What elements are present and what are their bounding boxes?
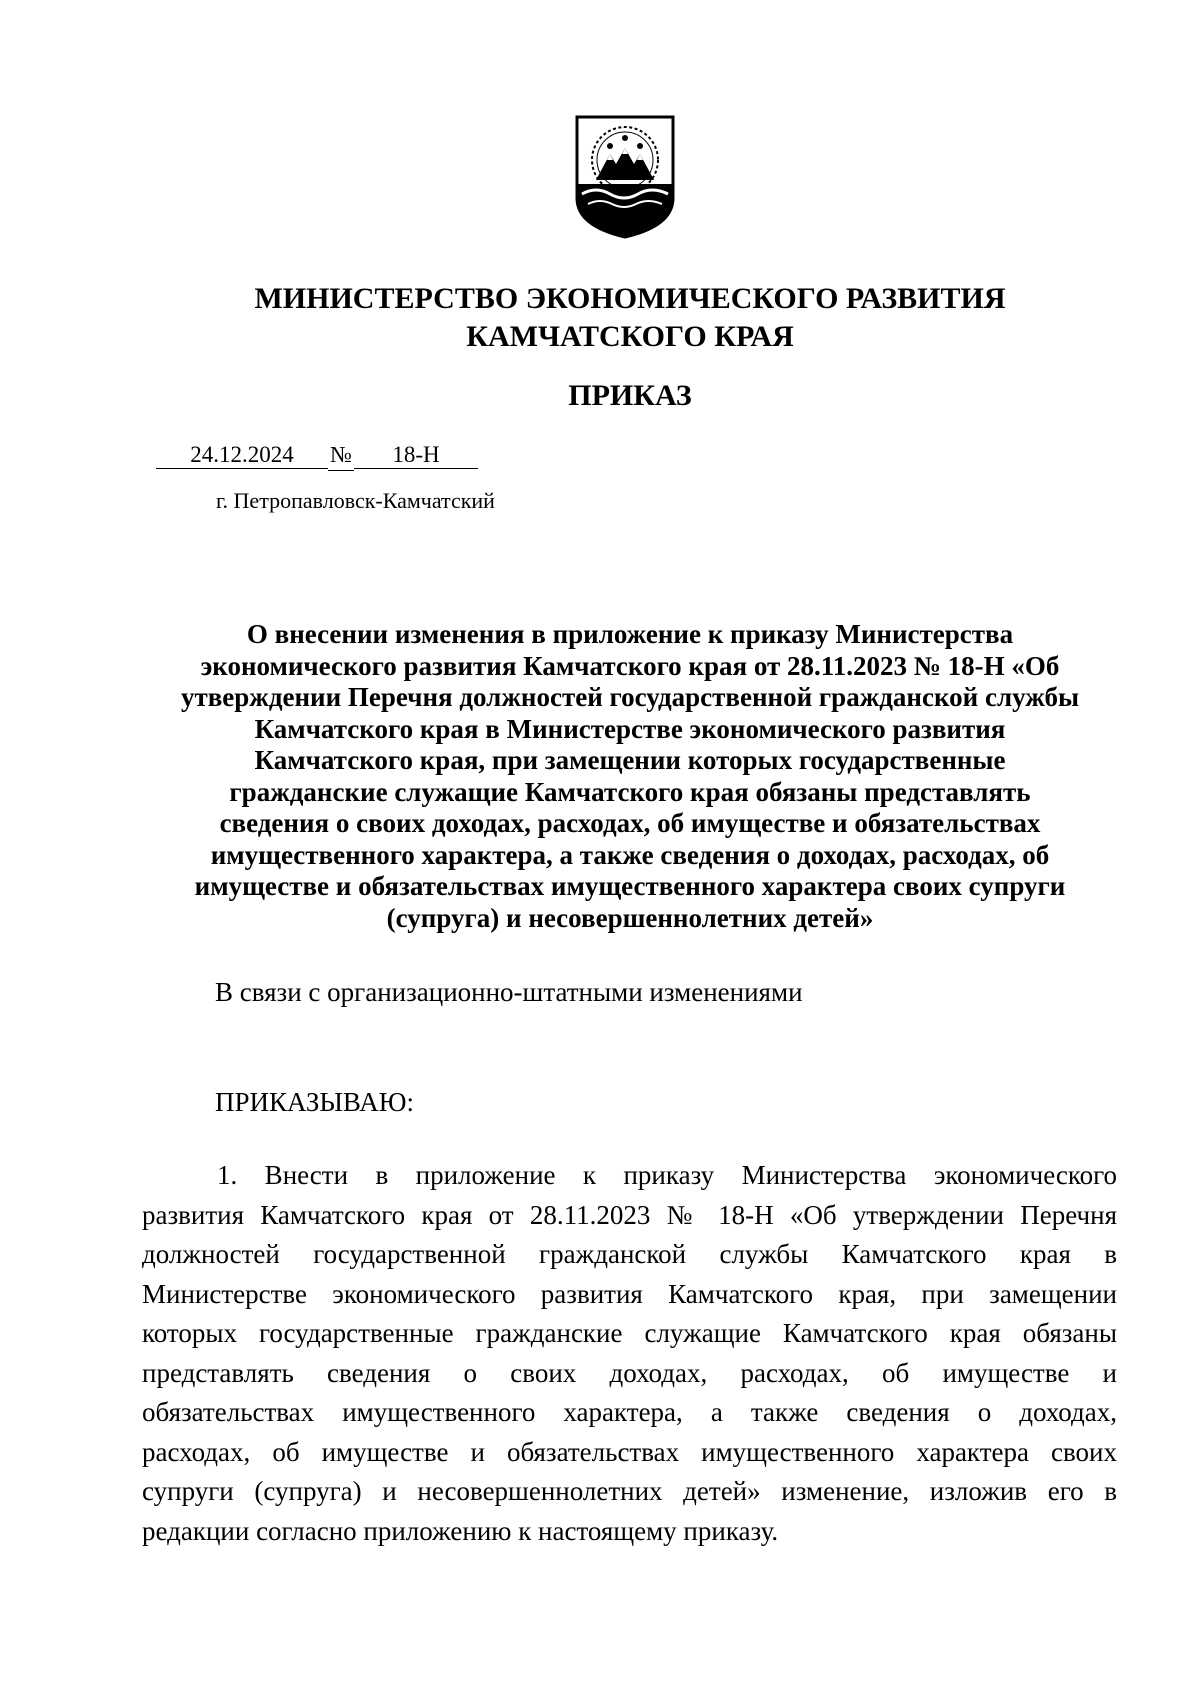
paragraph-line: которых государственные гражданские служащие Камчатского края обязаны [142,1318,1117,1348]
date-number-line [156,440,478,471]
title-line: имуществе и обязательствах имущественного характера своих супруги [194,871,1066,901]
document-date: 24.12.2024 [156,442,328,469]
document-city: г. Петропавловск-Камчатский [216,488,495,513]
organization-name-line-2: КАМЧАТСКОГО КРАЯ [466,320,794,353]
paragraph-1 [142,1156,1117,1551]
title-line: О внесении изменения в приложение к приказу Министерства [246,619,1014,649]
order-word: ПРИКАЗЫВАЮ: [215,1087,414,1117]
paragraph-line: Министерстве экономического развития Камчатского края, при замещении [142,1278,1117,1309]
document-type: ПРИКАЗ [568,379,692,412]
title-line: (супруга) и несовершеннолетних детей» [386,902,874,933]
paragraph-line: расходах, об имуществе и обязательствах имущественного характера своих [142,1436,1117,1467]
organization-name [150,280,1110,356]
paragraph-line: 1. Внести в приложение к приказу Министерства экономического [217,1160,1117,1190]
document-title [145,619,1115,934]
title-line: экономического развития Камчатского края от 28.11.2023 № 18-Н «Об [200,650,1060,681]
basis-text: В связи с организационно-штатными изменениями [215,977,803,1007]
paragraph-line: представлять сведения о своих доходах, расходах, об имуществе и [142,1357,1117,1388]
number-sign: № [328,440,354,471]
title-line: сведения о своих доходах, расходах, об имуществе и обязательствах [219,808,1041,838]
document-number: 18-Н [354,442,478,469]
title-line: имущественного характера, а также сведения о доходах, расходах, об [210,839,1050,870]
paragraph-line: редакции согласно приложению к настоящему приказу. [142,1515,779,1546]
title-line: утверждении Перечня должностей государственной гражданской службы [180,682,1080,712]
title-line: Камчатского края в Министерстве экономического развития [254,713,1006,744]
title-line: Камчатского края, при замещении которых государственные [254,745,1006,775]
title-line: гражданские служащие Камчатского края обязаны представлять [229,776,1031,807]
paragraph-line: развития Камчатского края от 28.11.2023 № 18-Н «Об утверждении Перечня [142,1199,1117,1230]
organization-name-line-1: МИНИСТЕРСТВО ЭКОНОМИЧЕСКОГО РАЗВИТИЯ [254,282,1006,315]
paragraph-line: супруги (супруга) и несовершеннолетних детей» изменение, изложив его в [142,1476,1117,1506]
coat-of-arms-icon [574,114,676,240]
paragraph-line: должностей государственной гражданской службы Камчатского края в [142,1239,1117,1269]
paragraph-line: обязательствах имущественного характера, а также сведения о доходах, [142,1397,1117,1427]
